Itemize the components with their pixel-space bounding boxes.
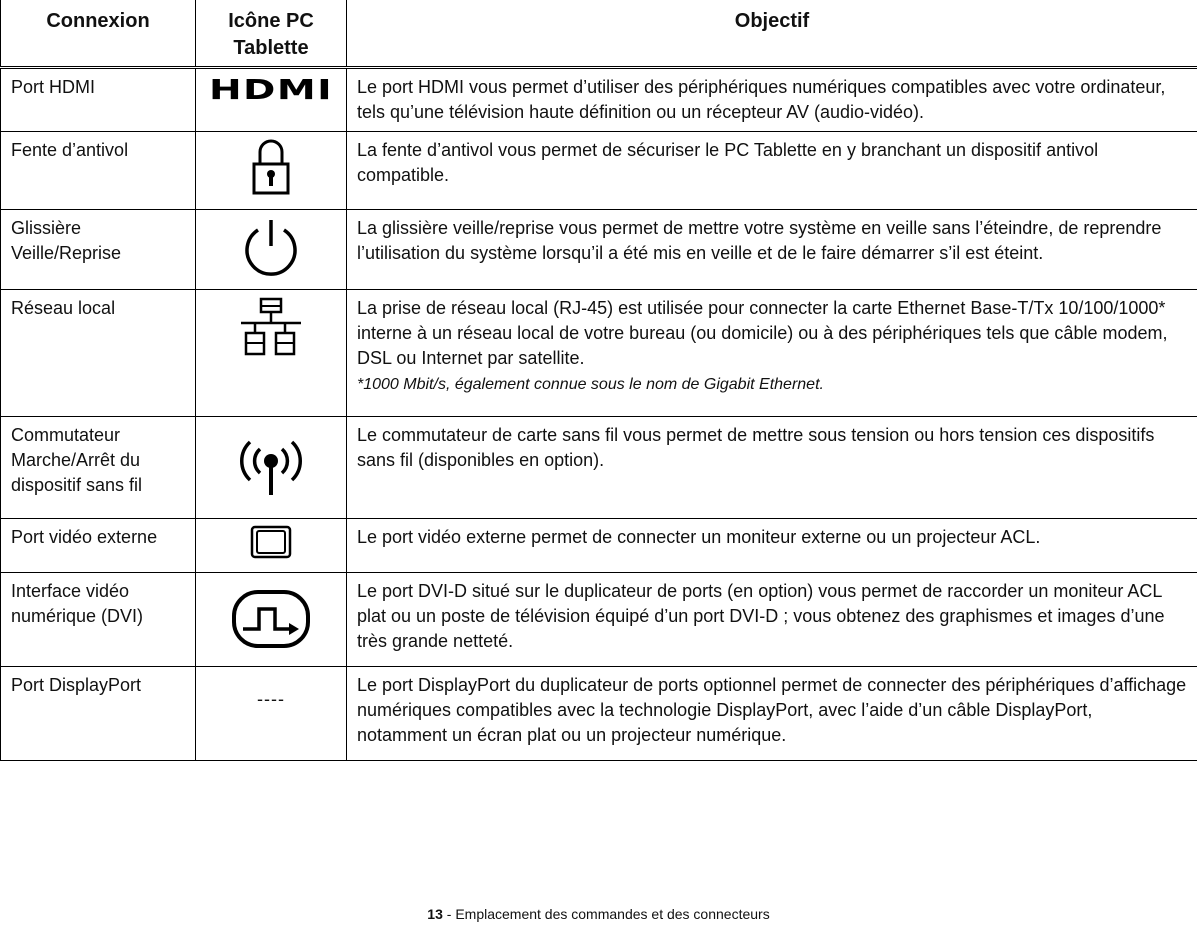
table-row xyxy=(1,67,1197,131)
footnote: *1000 Mbit/s, également connue sous le nom de Gigabit Ethernet. xyxy=(357,375,824,393)
footer-section-title: Emplacement des commandes et des connecteurs xyxy=(455,906,770,922)
header-icon: Icône PC Tablette xyxy=(196,0,347,67)
table-row xyxy=(1,518,1197,572)
lock-icon xyxy=(251,138,291,196)
connection-name: Port HDMI xyxy=(1,67,196,131)
power-icon xyxy=(241,216,301,276)
purpose-text: Le port vidéo externe permet de connecter un moniteur externe ou un projecteur ACL. xyxy=(347,518,1197,572)
icon-cell xyxy=(196,289,347,416)
icon-cell xyxy=(196,209,347,289)
icon-cell xyxy=(196,416,347,518)
purpose-text: La glissière veille/reprise vous permet de mettre votre système en veille sans l’éteindre, de reprendre l’utilisation du système lorsqu’il a été mis en veille et de le faire démarrer s’il est éteint. xyxy=(347,209,1197,289)
footer-separator: - xyxy=(442,906,456,922)
purpose-text: Le commutateur de carte sans fil vous permet de mettre sous tension ou hors tension ces dispositifs sans fil (disponibles en option). xyxy=(347,416,1197,518)
table-row xyxy=(1,209,1197,289)
connection-name: Port DisplayPort xyxy=(1,666,196,760)
table-row xyxy=(1,666,1197,760)
purpose-text: La prise de réseau local (RJ-45) est utilisée pour connecter la carte Ethernet Base-T/Tx 10/100/1000* interne à un réseau local de votre bureau (ou domicile) ou à des périphériques tels que câble modem, DSL ou Internet par satellite. xyxy=(357,297,1168,368)
wireless-icon xyxy=(236,439,306,497)
table-row xyxy=(1,572,1197,666)
dvi-icon xyxy=(231,589,311,649)
purpose-text: Le port DVI-D situé sur le duplicateur de ports (en option) vous permet de raccorder un moniteur ACL plat ou un poste de télévision équipé d’un port DVI-D ; vous obtenez des graphismes et images d’une très grande netteté. xyxy=(347,572,1197,666)
connection-name: Commutateur Marche/Arrêt du dispositif sans fil xyxy=(1,416,196,518)
icon-cell xyxy=(196,666,347,760)
hdmi-icon xyxy=(208,75,334,103)
purpose-text: Le port DisplayPort du duplicateur de ports optionnel permet de connecter des périphériques d’affichage numériques compatibles avec la technologie DisplayPort, avec l’aide d’un câble DisplayPort, notamment un écran plat ou un projecteur numérique. xyxy=(347,666,1197,760)
table-row xyxy=(1,416,1197,518)
table-row xyxy=(1,131,1197,209)
monitor-icon xyxy=(250,525,292,559)
table-row xyxy=(1,289,1197,416)
purpose-text: La fente d’antivol vous permet de sécuriser le PC Tablette en y branchant un dispositif antivol compatible. xyxy=(347,131,1197,209)
icon-cell xyxy=(196,518,347,572)
icon-cell xyxy=(196,131,347,209)
purpose-text: Le port HDMI vous permet d’utiliser des périphériques numériques compatibles avec votre ordinateur, tels qu’une télévision haute définition ou un récepteur AV (audio-vidéo). xyxy=(347,67,1197,131)
network-icon xyxy=(239,296,303,358)
connection-name: Fente d’antivol xyxy=(1,131,196,209)
icon-cell xyxy=(196,67,347,131)
no-icon-placeholder: ---- xyxy=(257,688,285,709)
page-number: 13 xyxy=(427,906,443,922)
header-purpose: Objectif xyxy=(347,0,1197,67)
hdmi-logo-text: HDMI xyxy=(209,74,333,103)
connection-name: Réseau local xyxy=(1,289,196,416)
icon-cell xyxy=(196,572,347,666)
connection-name: Port vidéo externe xyxy=(1,518,196,572)
connection-name: Glissière Veille/Reprise xyxy=(1,209,196,289)
purpose-cell xyxy=(347,289,1197,416)
table-header-row xyxy=(1,0,1197,67)
header-connection: Connexion xyxy=(1,0,196,67)
connection-name: Interface vidéo numérique (DVI) xyxy=(1,572,196,666)
page-footer xyxy=(0,905,1197,923)
